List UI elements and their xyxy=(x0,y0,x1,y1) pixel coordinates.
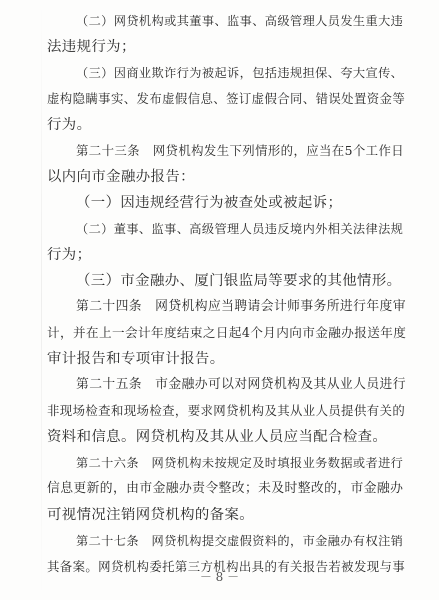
text-line: （三）市金融办、厦门银监局等要求的其他情形。 xyxy=(76,273,402,289)
text-line: （一）因违规经营行为被查处或被起诉； xyxy=(76,195,343,211)
text-line: 法违规行为； xyxy=(47,39,136,55)
text-line: 其备案。网贷机构委托第三方机构出具的有关报告若被发现与事 xyxy=(47,559,406,574)
text-line: 非现场检查和现场检查，要求网贷机构及其从业人员提供有关的 xyxy=(47,403,406,418)
text-line: （二）董事、监事、高级管理人员违反境内外相关法律法规 xyxy=(76,222,404,236)
text-line: 行为。 xyxy=(47,117,92,133)
text-line: 可视情况注销网贷机构的备案。 xyxy=(47,507,255,523)
binding-shadow xyxy=(41,0,42,600)
text-line: 资料和信息。网贷机构及其从业人员应当配合检查。 xyxy=(47,429,388,445)
text-line: 以内向市金融办报告： xyxy=(47,169,195,185)
text-line: （三）因商业欺诈行为被起诉，包括违规担保、夸大宣传、 xyxy=(76,66,404,80)
text-line: 第二十七条 网贷机构提交虚假资料的，市金融办有权注销 xyxy=(76,534,404,548)
text-line: 虚构隐瞒事实、发布虚假信息、签订虚假合同、错误处置资金等 xyxy=(47,91,406,106)
document-body xyxy=(47,8,407,580)
text-line: 第二十三条 网贷机构发生下列情形的，应当在5个工作日 xyxy=(76,143,405,158)
text-line: （二）网贷机构或其董事、监事、高级管理人员发生重大违 xyxy=(76,14,404,28)
text-line: 第二十六条 网贷机构未按规定及时填报业务数据或者进行 xyxy=(76,456,404,470)
text-line: 第二十四条 网贷机构应当聘请会计师事务所进行年度审 xyxy=(76,299,406,314)
text-line: 审计报告和专项审计报告。 xyxy=(47,351,225,367)
text-line: 第二十五条 市金融办可以对网贷机构及其从业人员进行 xyxy=(76,377,406,392)
page-number: － 8 － xyxy=(199,570,240,584)
text-line: 信息更新的，由市金融办责令整改；未及时整改的，市金融办 xyxy=(47,481,404,496)
text-line: 行为； xyxy=(47,247,92,263)
text-line: 计，并在上一会计年度结束之日起4个月内向市金融办报送年度 xyxy=(47,325,407,340)
